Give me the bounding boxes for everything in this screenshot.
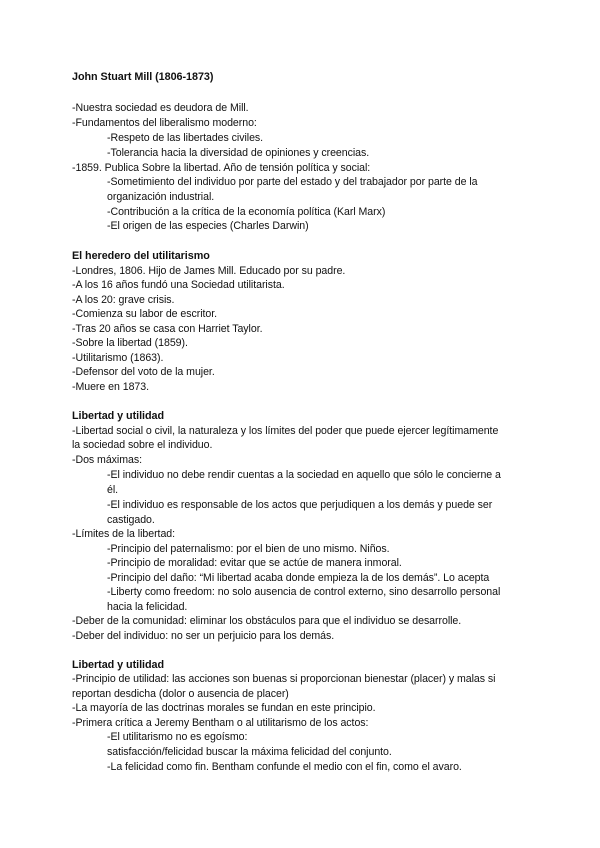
text-line: -Primera crítica a Jeremy Bentham o al utilitarismo de los actos: [72,717,369,729]
text-line: hacia la felicidad. [107,601,188,613]
section-heading-mill: John Stuart Mill (1806-1873) [72,71,214,83]
text-line: -La mayoría de las doctrinas morales se fundan en este principio. [72,702,376,714]
text-line: -Contribución a la crítica de la economía política (Karl Marx) [107,206,386,218]
text-line: organización industrial. [107,191,215,203]
text-line: -Tolerancia hacia la diversidad de opiniones y creencias. [107,147,370,159]
text-line: -Respeto de las libertades civiles. [107,132,264,144]
text-line: -Defensor del voto de la mujer. [72,366,215,378]
text-line: satisfacción/felicidad buscar la máxima felicidad del conjunto. [107,746,392,758]
text-line: -Sobre la libertad (1859). [72,337,188,349]
text-line: -Dos máximas: [72,454,142,466]
text-line: -A los 16 años fundó una Sociedad utilitarista. [72,279,285,291]
text-line: -A los 20: grave crisis. [72,294,175,306]
text-line: -Fundamentos del liberalismo moderno: [72,117,257,129]
text-line: -Libertad social o civil, la naturaleza y los límites del poder que puede ejercer legítimamente [72,425,499,437]
text-line: -Principio del daño: “Mi libertad acaba donde empieza la de los demás”. Lo acepta [107,572,490,584]
text-line: -Sometimiento del individuo por parte del estado y del trabajador por parte de la [107,176,478,188]
text-line: -Deber del individuo: no ser un perjuicio para los demás. [72,630,335,642]
text-line: -Principio de utilidad: las acciones son buenas si proporcionan bienestar (placer) y malas si [72,673,496,685]
text-line: -Principio del paternalismo: por el bien de uno mismo. Niños. [107,543,390,555]
text-line: -Liberty como freedom: no solo ausencia de control externo, sino desarrollo personal [107,586,501,598]
section-heading-heredero: El heredero del utilitarismo [72,250,210,262]
text-line: -La felicidad como fin. Bentham confunde el medio con el fin, como el avaro. [107,761,462,773]
text-line: -Londres, 1806. Hijo de James Mill. Educado por su padre. [72,265,346,277]
text-line: -Utilitarismo (1863). [72,352,164,364]
text-line: -Límites de la libertad: [72,528,176,540]
text-line: -El individuo no debe rendir cuentas a la sociedad en aquello que sólo le concierne a [107,469,501,481]
text-line: reportan desdicha (dolor o ausencia de placer) [72,688,289,700]
text-line: -Principio de moralidad: evitar que se actúe de manera inmoral. [107,557,402,569]
text-line: -Tras 20 años se casa con Harriet Taylor. [72,323,263,335]
text-line: -Comienza su labor de escritor. [72,308,218,320]
text-line: -El individuo es responsable de los actos que perjudiquen a los demás y puede ser [107,499,493,511]
section-heading-libertad-2: Libertad y utilidad [72,659,165,671]
text-line: -1859. Publica Sobre la libertad. Año de tensión política y social: [72,162,371,174]
text-line: castigado. [107,514,155,526]
text-line: -Deber de la comunidad: eliminar los obstáculos para que el individuo se desarrolle. [72,615,462,627]
text-line: -Nuestra sociedad es deudora de Mill. [72,102,249,114]
section-heading-libertad-1: Libertad y utilidad [72,410,165,422]
text-line: -El utilitarismo no es egoísmo: [107,731,248,743]
text-line: -El origen de las especies (Charles Darwin) [107,220,309,232]
text-line: él. [107,484,119,496]
text-line: la sociedad sobre el individuo. [72,439,213,451]
text-line: -Muere en 1873. [72,381,149,393]
